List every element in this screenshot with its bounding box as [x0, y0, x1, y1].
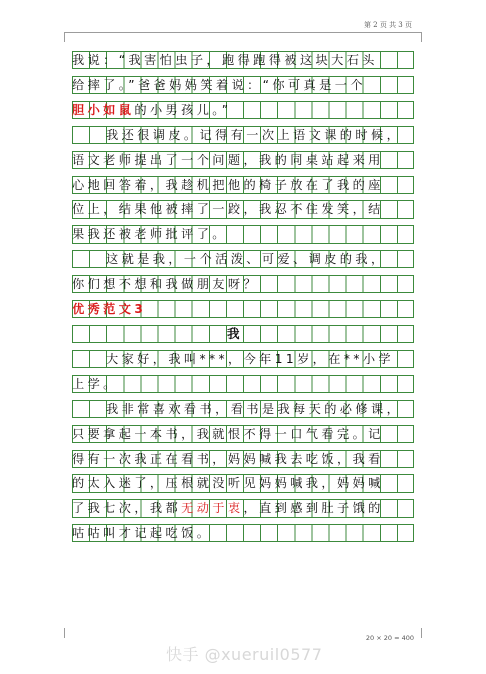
grid-row: [72, 524, 414, 542]
text-segment: 我: [227, 325, 240, 341]
text-line: [106, 250, 387, 268]
grid-row: [72, 350, 414, 368]
text-segment: 优秀范文3: [72, 302, 147, 317]
text-segment: 心地回答着，我趁机把他的椅子放在了我的座: [72, 177, 384, 192]
text-line: [72, 275, 259, 293]
corner-mark: [411, 32, 422, 42]
grid-row: [72, 176, 414, 194]
page-indicator: 第 2 页 共 3 页: [363, 21, 412, 29]
text-segment: 大家好，我叫***，今年11岁，在**小学: [106, 351, 395, 366]
text-segment: 的太入迷了，压根就没听见妈妈喊我，妈妈喊: [72, 476, 384, 491]
text-segment: 得有一次我正在看书，妈妈喊我去吃饭，我看: [72, 451, 384, 466]
grid-row: [72, 375, 414, 393]
text-segment: 的小男孩儿。”: [134, 102, 232, 117]
text-segment: 这就是我，一个活泼、可爱、调皮的我，: [106, 252, 387, 267]
text-line: [72, 151, 384, 169]
grid-row: [72, 225, 414, 243]
grid-row: [72, 101, 414, 119]
text-segment: 了我七次，我都: [72, 501, 182, 516]
text-line: [106, 126, 402, 144]
text-line: [72, 524, 212, 542]
text-segment: 位上，结果他被摔了一跤，我忍不住发笑，结: [72, 202, 384, 217]
grid-row: [72, 474, 414, 492]
text-segment: 胆小如鼠: [72, 102, 135, 117]
text-line: [106, 400, 402, 418]
grid-row: [72, 151, 414, 169]
essay-title: [227, 325, 240, 343]
text-line: [72, 101, 232, 119]
text-segment: 语文老师提出了一个问题，我的同桌站起来用: [72, 152, 384, 167]
header-rule: [64, 32, 422, 33]
text-line: [72, 300, 146, 318]
composition-grid: [72, 51, 414, 549]
grid-counter: 20 × 20 = 400: [365, 634, 414, 642]
text-line: [72, 76, 366, 94]
grid-row: [72, 450, 414, 468]
grid-row: [72, 325, 414, 343]
watermark: 快手 @xueruil0577: [166, 645, 323, 664]
text-segment: 咕咕叫才记起吃饭。: [72, 526, 213, 541]
text-segment: 上学。: [72, 376, 119, 391]
grid-row: [72, 400, 414, 418]
text-segment: 无动于衷: [181, 501, 244, 516]
grid-row: [72, 300, 414, 318]
grid-row: [72, 275, 414, 293]
text-line: [72, 51, 378, 69]
text-line: [72, 474, 384, 492]
grid-row: [72, 250, 414, 268]
text-segment: 我还很调皮。记得有一次上语文课的时候，: [106, 127, 403, 142]
grid-row: [72, 76, 414, 94]
text-line: [72, 499, 384, 517]
text-segment: 只要拿起一本书，我就恨不得一口气看完。记: [72, 426, 384, 441]
text-line: [72, 225, 228, 243]
grid-row: [72, 51, 414, 69]
text-segment: 我非常喜欢看书，看书是我每天的必修课，: [106, 401, 403, 416]
grid-row: [72, 499, 414, 517]
text-segment: 你们想不想和我做朋友呀？: [72, 277, 260, 292]
text-line: [72, 200, 384, 218]
text-segment: 我说：“我害怕虫子，跑得跑得被这块大石头: [72, 53, 378, 67]
corner-mark: [64, 32, 75, 42]
text-line: [72, 450, 384, 468]
grid-row: [72, 126, 414, 144]
text-line: [72, 425, 384, 443]
corner-mark: [64, 628, 75, 638]
text-segment: ，直到感到肚子饿的: [243, 501, 384, 516]
text-segment: 果我还被老师批评了。: [72, 227, 228, 242]
text-line: [72, 375, 119, 393]
text-line: [72, 176, 384, 194]
text-line: [106, 350, 394, 368]
grid-row: [72, 200, 414, 218]
grid-row: [72, 425, 414, 443]
text-segment: 给摔了。”爸爸妈妈笑着说：“你可真是一个: [72, 77, 366, 92]
